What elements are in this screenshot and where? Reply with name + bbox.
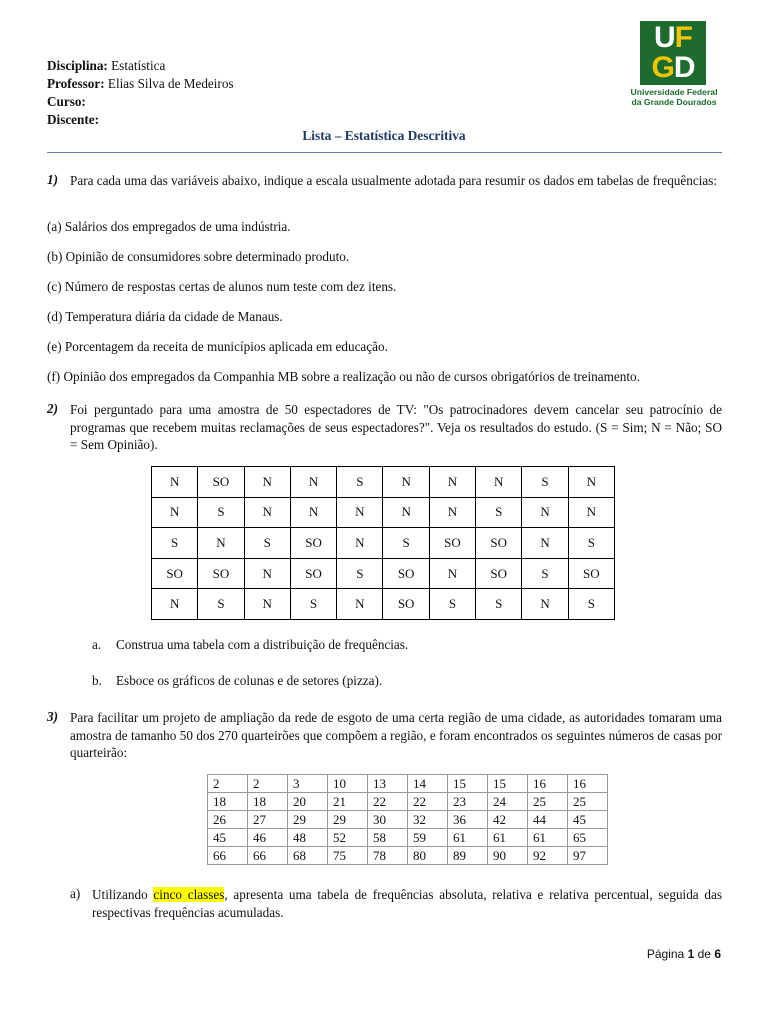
table-cell: 61: [488, 829, 528, 847]
table-row: [208, 793, 608, 811]
table-cell: 27: [248, 811, 288, 829]
table-cell: 66: [248, 847, 288, 865]
table-cell: S: [198, 589, 244, 620]
table-cell: N: [383, 497, 429, 528]
table-cell: 2: [208, 775, 248, 793]
document-title: Lista – Estatística Descritiva: [302, 128, 466, 143]
table-row: [208, 775, 608, 793]
table-cell: 90: [488, 847, 528, 865]
table-cell: SO: [568, 558, 614, 589]
table-cell: S: [568, 589, 614, 620]
table-row: [152, 467, 615, 498]
logo-badge: [640, 21, 706, 85]
table-cell: N: [568, 497, 614, 528]
table-cell: 10: [328, 775, 368, 793]
footer-page-word: Página: [646, 947, 685, 961]
table-cell: 58: [368, 829, 408, 847]
professor-label: Professor:: [47, 76, 105, 91]
table-cell: 30: [368, 811, 408, 829]
table-cell: N: [244, 558, 290, 589]
table-cell: 45: [208, 829, 248, 847]
table-cell: S: [522, 558, 568, 589]
table-cell: 80: [408, 847, 448, 865]
table-row: [208, 847, 608, 865]
table-cell: 46: [248, 829, 288, 847]
table-row: [152, 589, 615, 620]
q1-item-d: (d) Temperatura diária da cidade de Manaus.: [47, 309, 283, 324]
table-cell: 89: [448, 847, 488, 865]
q2-number: 2): [47, 401, 58, 416]
table-cell: N: [152, 589, 198, 620]
table-cell: 22: [408, 793, 448, 811]
professor-value: Elias Silva de Medeiros: [107, 76, 234, 91]
table-cell: SO: [198, 467, 244, 498]
logo-row-bottom: [640, 52, 706, 84]
table-cell: S: [383, 528, 429, 559]
table-cell: S: [568, 528, 614, 559]
table-cell: S: [198, 497, 244, 528]
title-divider: [47, 152, 722, 153]
table-row: [208, 829, 608, 847]
table-cell: S: [522, 467, 568, 498]
table-cell: 59: [408, 829, 448, 847]
logo-letter-u: U: [654, 21, 675, 54]
table-cell: 16: [528, 775, 568, 793]
table-cell: S: [152, 528, 198, 559]
footer-page-current: 1: [687, 947, 695, 961]
table-cell: SO: [383, 589, 429, 620]
table-cell: 13: [368, 775, 408, 793]
table-cell: N: [290, 497, 336, 528]
table-cell: 61: [448, 829, 488, 847]
table-cell: N: [152, 497, 198, 528]
table-cell: S: [476, 497, 522, 528]
table-cell: 18: [248, 793, 288, 811]
table-cell: N: [429, 467, 475, 498]
table-cell: N: [290, 467, 336, 498]
q1-number: 1): [47, 172, 58, 187]
table-cell: S: [337, 467, 383, 498]
table-row: [152, 497, 615, 528]
logo-letter-g: G: [651, 51, 674, 84]
table-cell: 21: [328, 793, 368, 811]
table-cell: 23: [448, 793, 488, 811]
table-cell: 78: [368, 847, 408, 865]
logo-caption: [628, 87, 720, 107]
table-cell: N: [476, 467, 522, 498]
table-cell: SO: [152, 558, 198, 589]
q3-sub-a-mark: a): [70, 886, 81, 901]
table-cell: 45: [568, 811, 608, 829]
table-cell: 42: [488, 811, 528, 829]
table-cell: 29: [288, 811, 328, 829]
table-cell: 20: [288, 793, 328, 811]
student-line: [47, 111, 99, 129]
table-cell: N: [337, 589, 383, 620]
table-cell: 68: [288, 847, 328, 865]
table-cell: 2: [248, 775, 288, 793]
table-cell: N: [429, 558, 475, 589]
table-cell: N: [152, 467, 198, 498]
table-cell: 25: [528, 793, 568, 811]
student-label: Discente:: [47, 112, 99, 127]
table-cell: N: [522, 497, 568, 528]
table-row: [152, 558, 615, 589]
table-cell: N: [337, 528, 383, 559]
logo-caption-line2: da Grande Dourados: [631, 97, 717, 107]
q2-sub-a-text: Construa uma tabela com a distribuição de frequências.: [116, 637, 409, 652]
table-cell: 32: [408, 811, 448, 829]
q2-sub-b-text: Esboce os gráficos de colunas e de setores (pizza).: [116, 673, 383, 688]
table-cell: N: [244, 467, 290, 498]
ufgd-logo: [628, 21, 720, 111]
q3-sub-a-before: Utilizando: [92, 887, 154, 902]
q3-sub-a-after: , apresenta uma tabela de frequências absoluta, relativa e relativa percentual, seguida das respectivas frequências acumuladas.: [92, 887, 722, 920]
q3-sub-a-highlight: cinco classes: [153, 887, 225, 902]
table-cell: 61: [528, 829, 568, 847]
discipline-line: [47, 57, 165, 75]
discipline-label: Disciplina:: [47, 58, 108, 73]
q2-text: Foi perguntado para uma amostra de 50 espectadores de TV: "Os patrocinadores devem cancelar seu patrocínio de programas que recebem muitas reclamações de seus espectadores?". Veja os resultados do estudo. (S = Sim; N = Não; SO = Sem Opinião).: [70, 402, 722, 452]
q2-responses-table: [151, 466, 615, 620]
q1-text: Para cada uma das variáveis abaixo, indique a escala usualmente adotada para resumir os dados em tabelas de frequências:: [70, 173, 718, 188]
table-cell: SO: [290, 558, 336, 589]
table-cell: N: [244, 497, 290, 528]
table-cell: SO: [476, 558, 522, 589]
table-cell: S: [290, 589, 336, 620]
table-cell: 15: [488, 775, 528, 793]
table-cell: 26: [208, 811, 248, 829]
table-cell: 15: [448, 775, 488, 793]
q1-item-e: (e) Porcentagem da receita de municípios aplicada em educação.: [47, 339, 388, 354]
table-cell: SO: [383, 558, 429, 589]
table-cell: 22: [368, 793, 408, 811]
q1-item-b: (b) Opinião de consumidores sobre determinado produto.: [47, 249, 350, 264]
q2-sub-b-mark: b.: [92, 673, 102, 688]
discipline-value: Estatística: [111, 58, 166, 73]
table-cell: 36: [448, 811, 488, 829]
table-cell: N: [429, 497, 475, 528]
table-cell: N: [244, 589, 290, 620]
table-cell: SO: [198, 558, 244, 589]
table-cell: SO: [476, 528, 522, 559]
logo-letter-d: D: [673, 51, 695, 84]
q1-item-a: (a) Salários dos empregados de uma indústria.: [47, 219, 291, 234]
table-cell: 18: [208, 793, 248, 811]
q3-sub-a-text: [92, 886, 722, 921]
course-line: [47, 93, 86, 111]
table-cell: 3: [288, 775, 328, 793]
q3-houses-table: [207, 774, 608, 865]
table-cell: 44: [528, 811, 568, 829]
table-cell: SO: [290, 528, 336, 559]
q1-item-f: (f) Opinião dos empregados da Companhia MB sobre a realização ou não de cursos obrigatórios de treinamento.: [47, 369, 640, 384]
table-cell: S: [476, 589, 522, 620]
table-cell: 29: [328, 811, 368, 829]
table-cell: N: [198, 528, 244, 559]
q1-item-c: (c) Número de respostas certas de alunos num teste com dez itens.: [47, 279, 397, 294]
table-cell: 24: [488, 793, 528, 811]
professor-line: [47, 75, 234, 93]
table-cell: N: [383, 467, 429, 498]
q3-text: Para facilitar um projeto de ampliação da rede de esgoto de uma certa região de uma cidade, as autoridades tomaram uma amostra de tamanho 50 dos 270 quarteirões que compõem a região, e foram encontrados os seguintes números de casas por quarteirão:: [70, 710, 722, 760]
table-cell: N: [568, 467, 614, 498]
table-cell: 16: [568, 775, 608, 793]
table-cell: 48: [288, 829, 328, 847]
table-cell: N: [522, 589, 568, 620]
table-row: [152, 528, 615, 559]
footer-page-total: 6: [714, 947, 721, 961]
table-row: [208, 811, 608, 829]
table-cell: S: [337, 558, 383, 589]
table-cell: 14: [408, 775, 448, 793]
q3-number: 3): [47, 709, 58, 724]
logo-caption-line1: Universidade Federal: [630, 87, 718, 97]
q2-sub-a-mark: a.: [92, 637, 102, 652]
table-cell: 97: [568, 847, 608, 865]
table-cell: 66: [208, 847, 248, 865]
table-cell: 25: [568, 793, 608, 811]
footer-of-word: de: [697, 947, 711, 961]
table-cell: N: [337, 497, 383, 528]
course-label: Curso:: [47, 94, 86, 109]
table-cell: 65: [568, 829, 608, 847]
table-cell: 52: [328, 829, 368, 847]
table-cell: 75: [328, 847, 368, 865]
table-cell: SO: [429, 528, 475, 559]
page-footer: [647, 947, 721, 961]
table-cell: S: [429, 589, 475, 620]
logo-letter-f: F: [674, 21, 692, 54]
table-cell: 92: [528, 847, 568, 865]
table-cell: N: [522, 528, 568, 559]
table-cell: S: [244, 528, 290, 559]
logo-row-top: [640, 22, 706, 54]
